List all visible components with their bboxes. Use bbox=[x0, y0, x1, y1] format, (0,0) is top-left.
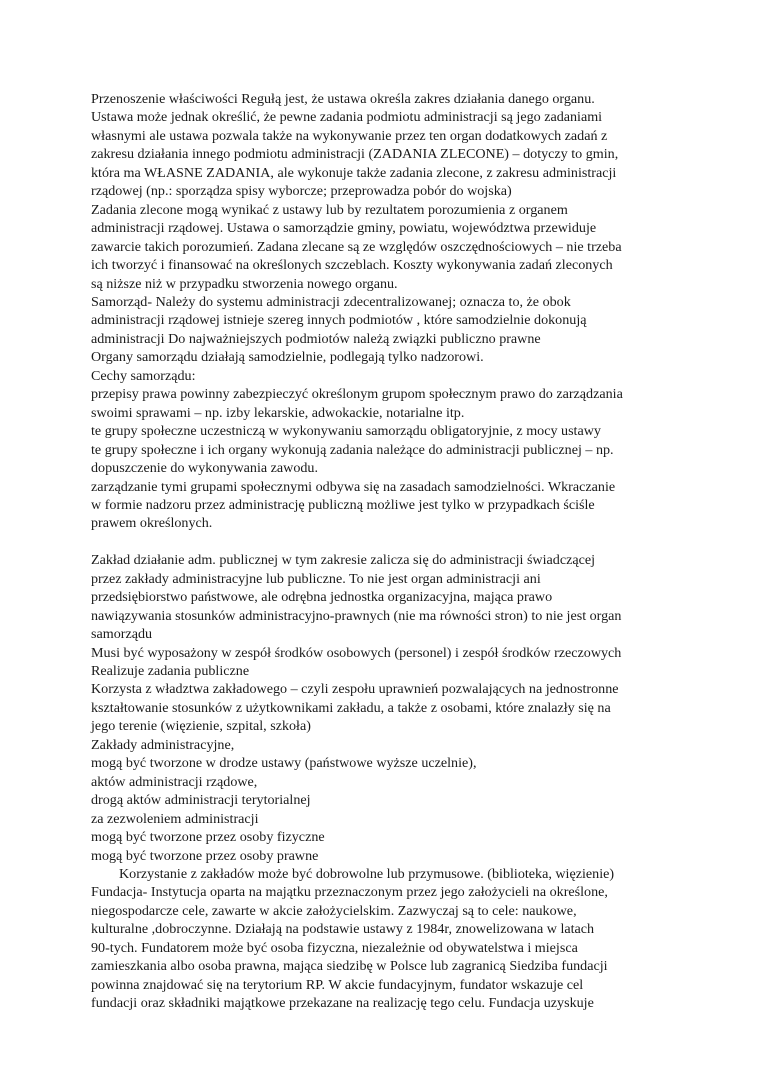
text-line: Ustawa może jednak określić, że pewne zadania podmiotu administracji są jego zadaniami bbox=[91, 109, 603, 126]
text-line: zawarcie takich porozumień. Zadana zlecane są ze względów oszczędnościowych – nie trzeba bbox=[91, 238, 622, 255]
text-line: te grupy społeczne i ich organy wykonują zadania należące do administracji publicznej – np. bbox=[91, 441, 614, 458]
text-line: administracji rządowej istnieje szereg innych podmiotów , które samodzielnie dokonują bbox=[91, 312, 587, 329]
text-line: fundacji oraz składniki majątkowe przekazane na realizację tego celu. Fundacja uzyskuje bbox=[91, 995, 594, 1012]
text-line: dopuszczenie do wykonywania zawodu. bbox=[91, 460, 318, 477]
text-line: jego terenie (więzienie, szpital, szkoła) bbox=[91, 718, 311, 735]
text-line: zamieszkania albo osoba prawna, mająca siedzibę w Polsce lub zagranicą Siedziba fundacji bbox=[91, 958, 608, 975]
text-line: przez zakłady administracyjne lub publiczne. To nie jest organ administracji ani bbox=[91, 570, 541, 587]
text-line: Korzystanie z zakładów może być dobrowolne lub przymusowe. (biblioteka, więzienie) bbox=[119, 866, 615, 883]
text-line: administracji Do najważniejszych podmiotów należą związki publiczno prawne bbox=[91, 330, 541, 347]
text-line: aktów administracji rządowe, bbox=[91, 773, 258, 790]
text-line: samorządu bbox=[91, 626, 153, 643]
text-line: rządowej (np.: sporządza spisy wyborcze; przeprowadza pobór do wojska) bbox=[91, 183, 512, 200]
text-line: zarządzanie tymi grupami społecznymi odbywa się na zasadach samodzielności. Wkraczanie bbox=[91, 478, 616, 495]
text-line: za zezwoleniem administracji bbox=[91, 810, 259, 827]
text-line: nawiązywania stosunków administracyjno-prawnych (nie ma równości stron) to nie jest organ bbox=[91, 607, 622, 624]
text-line: drogą aktów administracji terytorialnej bbox=[91, 792, 311, 809]
text-line: w formie nadzoru przez administrację publiczną możliwe jest tylko w przypadkach ściśle bbox=[91, 496, 595, 513]
text-line: własnymi ale ustawa pozwala także na wykonywanie przez ten organ dodatkowych zadań z bbox=[91, 127, 608, 144]
text-line: mogą być tworzone w drodze ustawy (państwowe wyższe uczelnie), bbox=[91, 755, 477, 772]
blank-line bbox=[91, 533, 681, 551]
text-line: Zakłady administracyjne, bbox=[91, 736, 235, 753]
text-line: Cechy samorządu: bbox=[91, 367, 196, 384]
text-line: kształtowanie stosunków z użytkownikami zakładu, a także z osobami, które znalazły się na bbox=[91, 699, 611, 716]
text-line: przepisy prawa powinny zabezpieczyć określonym grupom społecznym prawo do zarządzania bbox=[91, 386, 623, 403]
text-line: 90-tych. Fundatorem może być osoba fizyczna, niezależnie od obywatelstwa i miejsca bbox=[91, 939, 578, 956]
text-line: Fundacja- Instytucja oparta na majątku przeznaczonym przez jego założycieli na określone, bbox=[91, 884, 608, 901]
text-line: Przenoszenie właściwości Regułą jest, że ustawa określa zakres działania danego organu. bbox=[91, 91, 595, 107]
text-line: swoimi sprawami – np. izby lekarskie, adwokackie, notarialne itp. bbox=[91, 404, 465, 421]
text-line: która ma WŁASNE ZADANIA, ale wykonuje także zadania zlecone, z zakresu administracji bbox=[91, 164, 617, 181]
text-line: administracji rządowej. Ustawa o samorządzie gminy, powiatu, województwa przewiduje bbox=[91, 220, 597, 237]
text-line: kulturalne ,dobroczynne. Działają na podstawie ustawy z 1984r, znowelizowana w latach bbox=[91, 921, 595, 938]
text-line: ich tworzyć i finansować na określonych szczeblach. Koszty wykonywania zadań zleconych bbox=[91, 257, 613, 274]
text-line: są niższe niż w przypadku stworzenia nowego organu. bbox=[91, 275, 398, 292]
text-line: niegospodarcze cele, zawarte w akcie założycielskim. Zazwyczaj są to cele: naukowe, bbox=[91, 902, 577, 919]
text-line: Zadania zlecone mogą wynikać z ustawy lub by rezultatem porozumienia z organem bbox=[91, 201, 568, 218]
text-line: te grupy społeczne uczestniczą w wykonywaniu samorządu obligatoryjnie, z mocy ustawy bbox=[91, 423, 601, 440]
text-line: Organy samorządu działają samodzielnie, podlegają tylko nadzorowi. bbox=[91, 349, 484, 366]
text-line: mogą być tworzone przez osoby fizyczne bbox=[91, 829, 325, 846]
text-line: powinna znajdować się na terytorium RP. W akcie fundacyjnym, fundator wskazuje cel bbox=[91, 976, 584, 993]
document-page bbox=[91, 90, 681, 1013]
text-line: prawem określonych. bbox=[91, 515, 213, 532]
text-line: Samorząd- Należy do systemu administracji zdecentralizowanej; oznacza to, że obok bbox=[91, 293, 571, 310]
text-line: zakresu działania innego podmiotu administracji (ZADANIA ZLECONE) – dotyczy to gmin, bbox=[91, 146, 619, 163]
text-line: mogą być tworzone przez osoby prawne bbox=[91, 847, 319, 864]
text-line: Zakład działanie adm. publicznej w tym zakresie zalicza się do administracji świadczącej bbox=[91, 552, 596, 569]
text-line: Korzysta z władztwa zakładowego – czyli zespołu uprawnień pozwalających na jednostronne bbox=[91, 681, 619, 698]
text-line: przedsiębiorstwo państwowe, ale odrębna jednostka organizacyjna, mająca prawo bbox=[91, 589, 553, 606]
text-line: Realizuje zadania publiczne bbox=[91, 663, 250, 680]
text-line: Musi być wyposażony w zespół środków osobowych (personel) i zespół środków rzeczowych bbox=[91, 644, 622, 661]
